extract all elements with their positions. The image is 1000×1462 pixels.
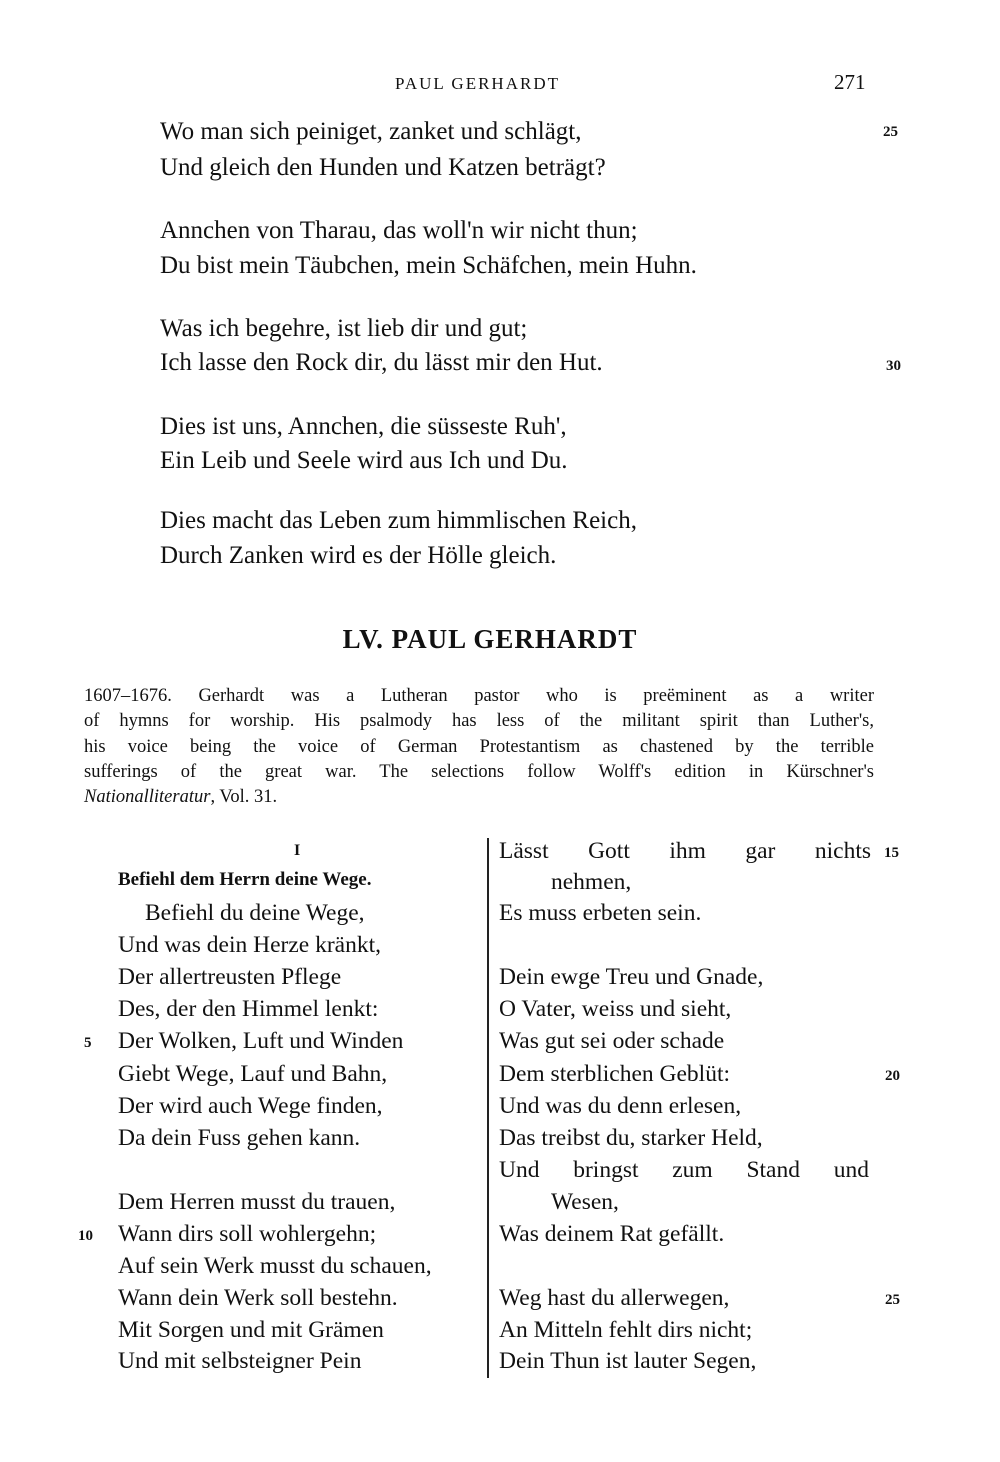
hymn-line: Was deinem Rat gefällt. [499, 1221, 725, 1247]
hymn-line: Dem Herren musst du trauen, [118, 1189, 396, 1215]
poem-line: Dies ist uns, Annchen, die süsseste Ruh', [160, 413, 567, 440]
hymn-line: Was gut sei oder schade [499, 1028, 725, 1054]
poem-line: Dies macht das Leben zum himmlischen Reich, [160, 507, 637, 534]
intro-line [84, 788, 277, 807]
hymn-line: Der allertreusten Pflege [118, 964, 342, 990]
line-number: 10 [78, 1228, 93, 1244]
intro-line: sufferings of the great war. The selections follow Wolff's edition in Kürschner's [84, 762, 874, 782]
hymn-line: Da dein Fuss gehen kann. [118, 1125, 361, 1151]
intro-line: 1607–1676. Gerhardt was a Lutheran pastor who is preëminent as a writer [84, 686, 874, 706]
poem-line: Und gleich den Hunden und Katzen beträgt? [160, 154, 606, 181]
poem-line: Ein Leib und Seele wird aus Ich und Du. [160, 447, 568, 474]
poem-line: Wo man sich peiniget, zanket und schlägt, [160, 118, 582, 145]
hymn-line: Es muss erbeten sein. [499, 900, 702, 926]
hymn-line: Dein Thun ist lauter Segen, [499, 1348, 757, 1374]
hymn-line: Mit Sorgen und mit Grämen [118, 1317, 384, 1343]
hymn-line: O Vater, weiss und sieht, [499, 996, 732, 1022]
intro-line: his voice being the voice of German Protestantism as chastened by the terrible [84, 737, 874, 757]
poem-line: Durch Zanken wird es der Hölle gleich. [160, 542, 557, 569]
hymn-line: Der wird auch Wege finden, [118, 1093, 383, 1119]
hymn-title: Befiehl dem Herrn deine Wege. [118, 869, 372, 890]
hymn-line: Wann dein Werk soll bestehn. [118, 1285, 398, 1311]
line-number: 30 [886, 358, 901, 374]
line-number: 15 [884, 845, 899, 861]
poem-line: Du bist mein Täubchen, mein Schäfchen, mein Huhn. [160, 252, 697, 279]
hymn-line: Dem sterblichen Geblüt: [499, 1061, 731, 1087]
hymn-line: Und mit selbsteigner Pein [118, 1348, 362, 1374]
hymn-line: Und bringst zum Stand und [499, 1157, 869, 1183]
hymn-line: Befiehl du deine Wege, [145, 900, 365, 926]
section-heading: LV. PAUL GERHARDT [342, 624, 638, 654]
hymn-line: Des, der den Himmel lenkt: [118, 996, 379, 1022]
page-number: 271 [834, 70, 866, 94]
line-number: 20 [885, 1068, 900, 1084]
poem-line: Ich lasse den Rock dir, du lässt mir den Hut. [160, 349, 603, 376]
hymn-line: Weg hast du allerwegen, [499, 1285, 730, 1311]
poem-line: Annchen von Tharau, das woll'n wir nicht thun; [160, 217, 638, 244]
hymn-line: Lässt Gott ihm gar nichts [499, 838, 871, 864]
hymn-line: Und was dein Herze kränkt, [118, 932, 381, 958]
hymn-line: Auf sein Werk musst du schauen, [118, 1253, 432, 1279]
poem-line: Was ich begehre, ist lieb dir und gut; [160, 315, 528, 342]
running-title: PAUL GERHARDT [394, 74, 560, 93]
hymn-number: I [294, 842, 301, 859]
intro-text: , Vol. 31. [210, 787, 278, 807]
hymn-line: Wesen, [551, 1189, 619, 1215]
hymn-line: nehmen, [551, 869, 632, 895]
line-number: 25 [885, 1292, 900, 1308]
line-number: 5 [84, 1035, 92, 1051]
intro-line: of hymns for worship. His psalmody has less of the militant spirit than Luther's, [84, 711, 874, 731]
hymn-line: Giebt Wege, Lauf und Bahn, [118, 1061, 388, 1087]
hymn-line: An Mitteln fehlt dirs nicht; [499, 1317, 753, 1343]
hymn-line: Dein ewge Treu und Gnade, [499, 964, 764, 990]
hymn-line: Der Wolken, Luft und Winden [118, 1028, 404, 1054]
column-divider [487, 838, 489, 1378]
hymn-line: Wann dirs soll wohlergehn; [118, 1221, 377, 1247]
work-title: Nationalliteratur [84, 787, 211, 807]
hymn-line: Das treibst du, starker Held, [499, 1125, 763, 1151]
hymn-line: Und was du denn erlesen, [499, 1093, 742, 1119]
line-number: 25 [883, 124, 898, 140]
